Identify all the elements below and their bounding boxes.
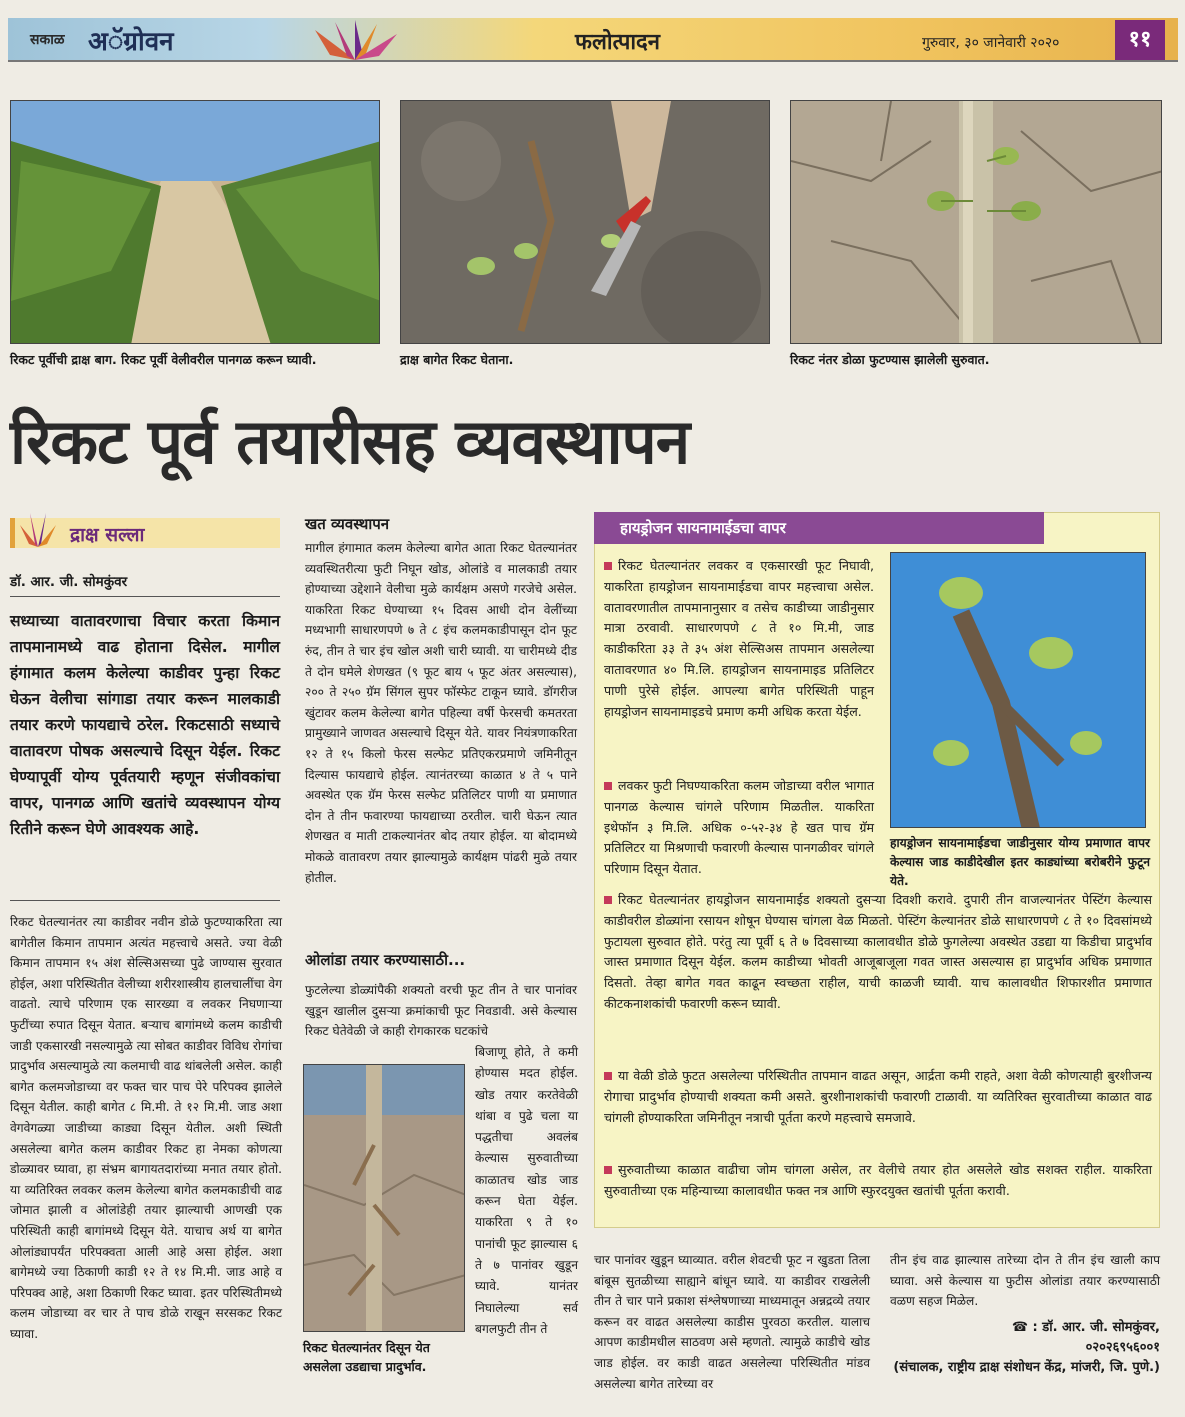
box-heading: हायड्रोजन सायनामाईडचा वापर [594, 512, 1044, 544]
photo-caption-4: रिकट घेतल्यानंतर दिसून येत असलेला उडद्याचा प्रादुर्भाव. [303, 1340, 430, 1374]
olanda-body-a: फुटलेल्या डोळ्यांपैकी शक्यतो वरची फूट तीन ते चार पानांवर खुडून खालील दुसऱ्या क्रमांकाची फूट निवडावी. असे केल्यास रिकट घेतेवेळी जे काही रोगकारक घटकांचे [305, 983, 577, 1039]
olanda-heading: ओलांडा तयार करण्यासाठी... [305, 951, 466, 969]
lead-paragraph: सध्याच्या वातावरणाचा विचार करता किमान तापमानामध्ये वाढ होताना दिसेल. मागील हंगामात कलम केलेल्या काडीवर पुन्हा रिकट घेऊन वेलीचा सांगाडा तयार करून मालकाडी तयार करणे फायद्याचे ठरेल. रिकटसाठी सध्याचे वातावरण पोषक असल्याचे दिसून येईल. रिकट घेण्यापूर्वी योग्य पूर्वतयारी म्हणून संजीवकांचा वापर, पानगळ आणि खतांचे व्यवस्थापन योग्य रितीने करून घेणे आवश्यक आहे. [10, 612, 280, 838]
photo-caption-3: रिकट नंतर डोळा फुटण्यास झालेली सुरुवात. [790, 352, 990, 367]
page-number: ११ [1115, 20, 1165, 60]
olanda-body-b: बिजाणू होते, ते कमी होण्यास मदत होईल. खोड तयार करतेवेळी थांबा व पुढे चला या पद्धतीचा अवलंब केल्यास सुरुवातीच्या काळातच खोड जाड करून घेता येईल. याकरिता ९ ते १० पानांची फूट झाल्यास ६ ते ७ पानांवर खुडून घ्यावे. यानंतर निघालेल्या सर्व बगलफुटी तीन ते [475, 1045, 578, 1336]
box-bullet-3: रिकट घेतल्यानंतर हायड्रोजन सायनामाईड शक्यतो दुसऱ्या दिवशी करावे. दुपारी तीन वाजल्यानंतर पेस्टिंग केल्यास काडीवरील डोळ्यांना रसायन शोषून घेण्यास चांगला वेळ मिळतो. पेस्टिंग केल्यानंतर डोळे साधारणपणे ८ ते १० दिवसांमध्ये फुटायला सुरुवात होते. परंतु त्या पूर्वी ६ ते ७ दिवसाच्या कालावधीत डोळे फुगलेल्या अवस्थेत उडद्या या किडीचा प्रादुर्भाव जास्त प्रमाणात दिसून येईल. कलम काडीच्या भोवती आजूबाजूला गवत जास्त असल्यास हा प्रादुर्भाव अधिक प्रमाणात दिसतो. तेव्हा बागेत गवत काढून स्वच्छता राहील, याची काळजी घ्यावी. याच कालावधीत शिफारशीत प्रमाणात कीटकनाशकांची फवारणी करून घ्यावी. [604, 892, 1152, 1011]
olanda-body-c: चार पानांवर खुडून घ्याव्यात. वरील शेवटची फूट न खुडता तिला बांबूस सुतळीच्या साह्याने बांधून घ्यावे. या काडीवर राखलेली तीन ते चार पाने प्रकाश संश्लेषणाच्या माध्यमातून अन्नद्रव्ये तयार करून वर वाढत असलेल्या काडीस पुरवठा करतील. यालाच आपण काडीमधील साठवण असे म्हणतो. त्यामुळे काडीचे खोड जाड होईल. वर काडी वाढत असलेल्या परिस्थितीत मांडव असलेल्या बागेत तारेच्या वर [594, 1253, 870, 1391]
flower-logo-icon [300, 20, 410, 60]
box-bullet-2: लवकर फुटी निघण्याकरिता कलम जोडाच्या वरील भागात पानगळ केल्यास चांगले परिणाम मिळतील. याकरिता इथेफॉन ३ मि.लि. अधिक ०-५२-३४ हे खत पाच ग्रॅम प्रतिलिटर या मिश्रणाची फवारणी केल्यास पानगळीवर चांगले परिणाम दिसून येतात. [604, 778, 874, 877]
khat-body: मागील हंगामात कलम केलेल्या बागेत आता रिकट घेतल्यानंतर व्यवस्थितरीत्या फुटी निघून खोड, ओलांडे व मालकाडी तयार होण्याच्या उद्देशाने वेलीचा मुळे कार्यक्षम असणे गरजेचे असेल. याकरिता रिकट घेण्याच्या १५ दिवस आधी दोन वेलींच्या मध्यभागी साधारणपणे ७ ते ८ इंच कलमकाडीपासून दोन फूट रुंद, तीन ते चार इंच खोल अशी चारी घ्यावी. या चारीमध्ये दीड ते दोन घमेले शेणखत (९ फूट बाय ५ फूट अंतर असल्यास), २०० ते २५० ग्रॅम सिंगल सुपर फॉस्फेट टाकून घ्यावे. डॉगरीज खुंटावर कलम केलेल्या बागेत पहिल्या वर्षी फेरसची कमतरता प्रामुख्याने जाणवत असल्याचे दिसून येते. यावर नियंत्रणाकरिता १२ ते १५ किलो फेरस सल्फेट प्रतिएकरप्रमाणे जमिनीतून दिल्यास फायद्याचे होईल. त्यानंतरच्या काळात ४ ते ५ पाने अवस्थेत एक ग्रॅम फेरस सल्फेट प्रतिलिटर पाणी या प्रमाणात दोन ते तीन फवारण्या फायद्याच्या ठरतील. चारी घेऊन त्यात शेणखत व माती टाकल्यानंतर बोद तयार होईल. या बोदामध्ये मोकळे वातावरण तयार झाल्यामुळे कार्यक्षम पांढरी मुळे तयार होतील. [305, 541, 577, 885]
edition-name: अॅग्रोवन [88, 27, 174, 57]
photo-caption-2: द्राक्ष बागेत रिकट घेताना. [400, 352, 514, 367]
cane-sprouting-photo [890, 552, 1146, 828]
author-signature [890, 1318, 1160, 1378]
bud-sprouting-photo [790, 100, 1162, 344]
issue-date: गुरुवार, ३० जानेवारी २०२० [922, 35, 1060, 51]
photo-caption-5: हायड्रोजन सायनामाईडचा जाडीनुसार योग्य प्रमाणात वापर केल्यास जाड काडीदेखील इतर काड्यांच्या बरोबरीने फुटून येते. [890, 836, 1150, 888]
bullet-icon [604, 782, 612, 790]
vineyard-photo [10, 100, 380, 344]
photo-caption-1: रिकट पूर्वीची द्राक्ष बाग. रिकट पूर्वी वेलीवरील पानगळ करून घ्यावी. [10, 352, 317, 367]
signature-affiliation: (संचालक, राष्ट्रीय द्राक्ष संशोधन केंद्र, मांजरी, जि. पुणे.) [893, 1360, 1160, 1375]
pruning-photo [400, 100, 770, 344]
author-byline: डॉ. आर. जी. सोमकुंवर [10, 574, 128, 590]
divider [10, 596, 280, 597]
bullet-icon [604, 1072, 612, 1080]
olanda-body-d: तीन इंच वाढ झाल्यास तारेच्या दोन ते तीन इंच खाली काप घ्यावा. असे केल्यास या फुटीस ओलांडा तयार करण्यासाठी वळण सहज मिळेल. [890, 1253, 1160, 1309]
khat-heading: खत व्यवस्थापन [305, 515, 390, 533]
headline: रिकट पूर्व तयारीसह व्यवस्थापन [10, 405, 690, 478]
bullet-icon [604, 896, 612, 904]
signature-name: ☎ : डॉ. आर. जी. सोमकुंवर, [1011, 1320, 1160, 1335]
column-1-body: रिकट घेतल्यानंतर त्या काडीवर नवीन डोळे फुटण्याकरिता त्या बागेतील किमान तापमान अत्यंत महत्त्वाचे असते. ज्या वेळी किमान तापमान १५ अंश सेल्सिअसच्या पुढे जाण्यास सुरवात होईल, अशा परिस्थितीत वेलीच्या शरीरशास्त्रीय हालचालींचा वेग वाढतो. त्याचे परिणाम एक सारख्या व लवकर निघणाऱ्या फुटींच्या रुपात दिसून येतात. बऱ्याच बागांमध्ये कलम काडीची जाडी एकसारखी नसल्यामुळे त्या सोबत काडीवर विविध रोगांचा प्रादुर्भाव असल्यामुळे त्या कलमाची वाढ थांबलेली असेल. काही बागेत कलमजोडाच्या वर फक्त चार पाच पेरे परिपक्व झालेले दिसून येतील. काही बागेत ८ मि.मी. ते १२ मि.मी. जाड अशा वेगवेगळ्या जाडीच्या काड्या दिसून येतील. अशी स्थिती असलेल्या बागेत कलम काडीवर रिकट हा नेमका कोणत्या डोळ्यावर घ्यावा, हा संभ्रम बागायतदारांच्या मनात तयार होतो. या व्यतिरिक्त लवकर कलम केलेल्या बागेत कलमकाडीची वाढ जोमात झाली व ओलांडेही तयार झाल्याची आणखी एक परिस्थिती काही बागांमध्ये दिसून येते. याचाच अर्थ या बागेत ओलांड्यापर्यंत परिपक्वता आली आहे असा होईल. अशा बागेमध्ये ज्या ठिकाणी काडी १२ ते १४ मि.मी. जाड आहे व परिपक्व आहे, अशा ठिकाणी रिकट घ्यावा. इतर परिस्थितीमध्ये कलम जोडाच्या वर चार ते पाच डोळे राखून सरसकट रिकट घ्यावा. [10, 915, 282, 1341]
bullet-icon [604, 562, 612, 570]
paper-name: सकाळ [30, 32, 65, 48]
section-title: फलोत्पादन [575, 30, 660, 55]
box-bullet-1: रिकट घेतल्यानंतर लवकर व एकसारखी फूट निघावी, याकरिता हायड्रोजन सायनामाईडचा वापर महत्त्वाचा असेल. वातावरणातील तापमानानुसार व तसेच काडीच्या जाडीनुसार मात्रा ठरवावी. साधारणपणे ८ ते १० मि.मी, जाड काडीकरिता ३३ ते ३५ अंश सेल्सिअस तापमान असलेल्या वातावरणात ४० मि.लि. हायड्रोजन सायनामाइड प्रतिलिटर पाणी पुरेसे होईल. आपल्या बागेत परिस्थिती पाहून हायड्रोजन सायनामाइडचे प्रमाण कमी अधिक करता येईल. [604, 558, 874, 719]
signature-phone: ०२०२६९५६००१ [1085, 1340, 1160, 1355]
mite-infestation-photo [303, 1064, 465, 1332]
box-bullet-5: सुरुवातीच्या काळात वाढीचा जोम चांगला असेल, तर वेलीचे तयार होत असलेले खोड सशक्त राहील. याकरिता सुरुवातीच्या एक महिन्याच्या कालावधीत फक्त नत्र आणि स्फुरदयुक्त खतांची पूर्तता करावी. [604, 1162, 1152, 1198]
box-bullet-4: या वेळी डोळे फुटत असलेल्या परिस्थितीत तापमान वाढत असून, आर्द्रता कमी राहते, अशा वेळी कोणत्याही बुरशीजन्य रोगाचा प्रादुर्भाव होण्याची शक्यता कमी असते. बुरशीनाशकांची फवारणी टाळावी. या व्यतिरिक्त सुरवातीच्या काळात वाढ चांगली होण्याकरिता जमिनीतून नत्राची पूर्तता करणे महत्त्वाचे समजावे. [604, 1068, 1152, 1125]
column-tag-label: द्राक्ष सल्ला [70, 524, 145, 546]
divider [10, 900, 280, 901]
grape-advice-icon [18, 507, 58, 549]
bullet-icon [604, 1166, 612, 1174]
